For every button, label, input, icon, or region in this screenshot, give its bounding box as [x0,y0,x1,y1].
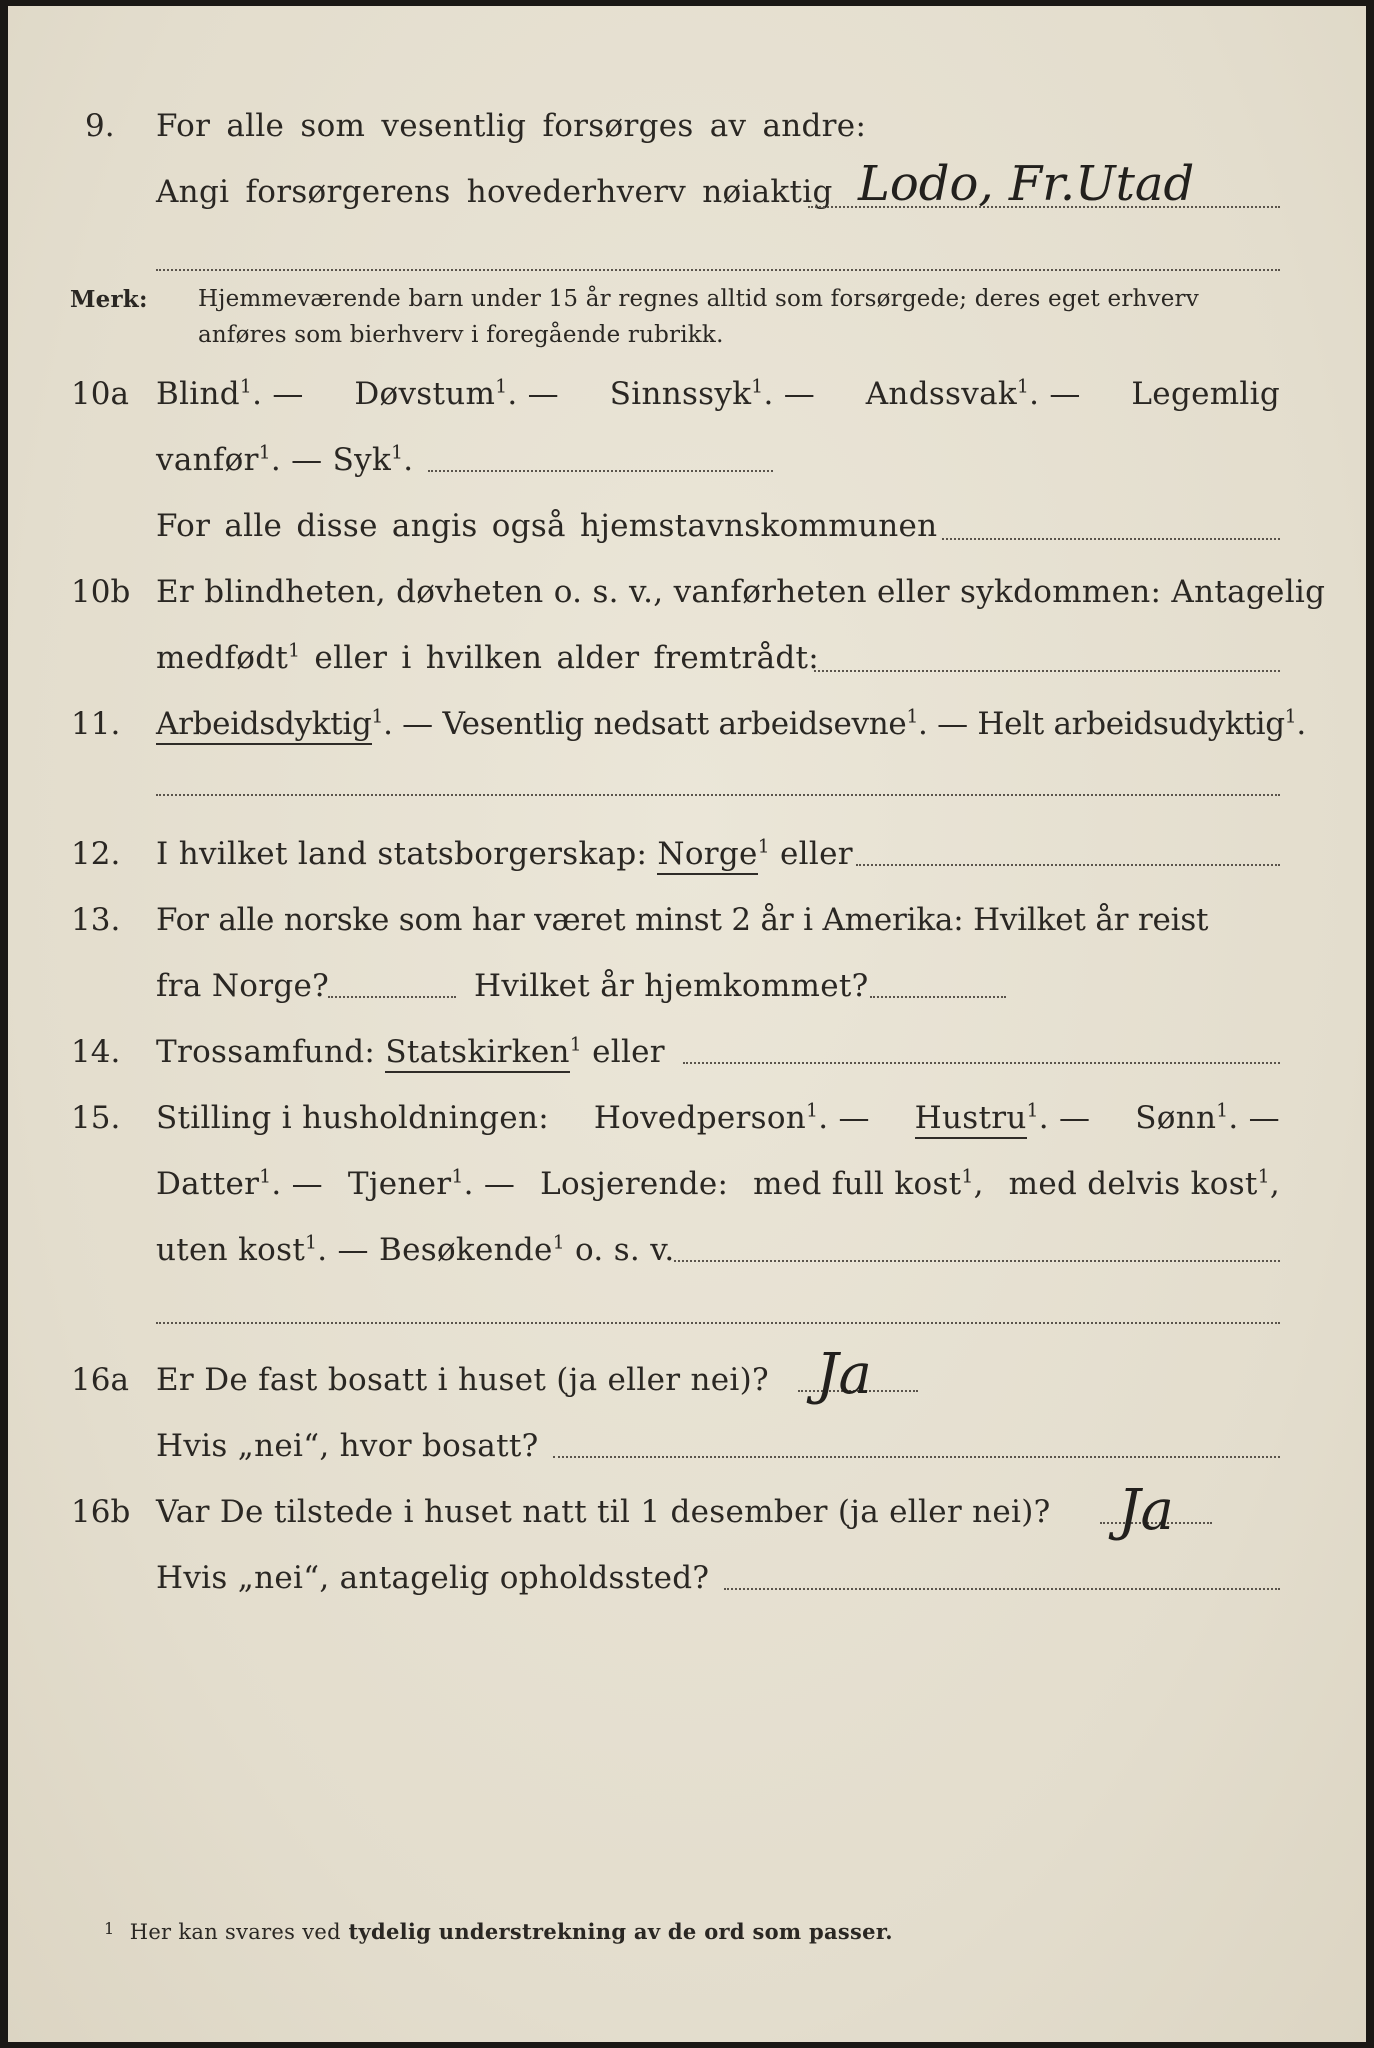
q16b-number: 16b [71,1494,131,1530]
q14-line: Trossamfund: Statskirken$^1$ eller [156,1034,665,1070]
q10a-kommune-line [942,538,1280,540]
q9-handwritten-answer: Lodo, Fr.Utad [858,156,1195,212]
q15-line3: uten kost$^1$. — Besøkende$^1$ o. s. v. [156,1232,675,1268]
q13-hjemkommet-line [870,996,1006,998]
q16b-line1: Var De tilstede i huset natt til 1 desember (ja eller nei)? [156,1494,1051,1530]
opt-sinnssyk: Sinnssyk$^1$. — [609,376,816,412]
q12-line: I hvilket land statsborgerskap: Norge$^1$ eller [156,836,853,872]
q16a-handwritten-answer: Ja [816,1342,872,1407]
q12-number: 12. [71,836,121,872]
q12-answer-line [856,864,1280,866]
q16a-number: 16a [71,1362,129,1398]
q11-extra-line [156,794,1280,796]
q13-reist-line [328,996,456,998]
q11-number: 11. [71,706,121,742]
q14-answer-line [683,1062,1280,1064]
merk-label: Merk: [70,286,148,313]
q10a-answer-line [428,470,773,472]
q10b-line2: medfødt$^1$ eller i hvilken alder fremtrådt: [156,640,820,676]
opt-legemlig: Legemlig [1131,376,1280,412]
q15-opt-hustru-underlined: Hustru [915,1100,1027,1139]
q10a-number: 10a [71,376,129,412]
q15-line1: Stilling i husholdningen: Hovedperson$^1$. — Hustru$^1$. — Sønn$^1$. — [156,1100,1280,1136]
q9-line1: For alle som vesentlig forsørges av andre: [156,108,867,144]
q9-number: 9. [85,108,115,144]
q10b-answer-line [814,670,1280,672]
q16a-line2: Hvis „nei“, hvor bosatt? [156,1428,539,1464]
q15-answer-line [674,1260,1280,1262]
q11-opt-arbeidsdyktig-underlined: Arbeidsdyktig [156,706,372,745]
q13-line1: For alle norske som har været minst 2 år i Amerika: Hvilket år reist [156,902,1209,938]
q10a-line3: For alle disse angis også hjemstavnskommunen [156,508,938,544]
q10b-number: 10b [71,574,131,610]
q10a-line2: vanfør$^1$. — Syk$^1$. [156,442,414,478]
q9-line2: Angi forsørgerens hovederhverv nøiaktig [156,174,833,210]
q16a-line1: Er De fast bosatt i huset (ja eller nei)? [156,1362,769,1398]
q11-line: Arbeidsdyktig$^1$. — Vesentlig nedsatt arbeidsevne$^1$. — Helt arbeidsudyktig$^1$. [156,706,1306,742]
q15-extra-line [156,1322,1280,1324]
census-form-page [8,6,1366,2042]
q10b-line1: Er blindheten, døvheten o. s. v., vanførheten eller sykdommen: Antagelig [156,574,1326,610]
q15-number: 15. [71,1100,121,1136]
merk-line1: Hjemmeværende barn under 15 år regnes alltid som forsørgede; deres eget erhverv [198,286,1199,312]
q14-opt-statskirken-underlined: Statskirken [385,1034,569,1073]
q9-extra-line [156,269,1280,271]
q16b-line2: Hvis „nei“, antagelig opholdssted? [156,1560,710,1596]
footnote: $^1$ Her kan svares ved tydelig understrekning av de ord som passer. [104,1919,893,1944]
q12-opt-norge-underlined: Norge [657,836,757,875]
q16b-handwritten-answer: Ja [1118,1478,1174,1543]
merk-line2: anføres som bierhverv i foregående rubrikk. [198,322,724,348]
q15-line2: Datter$^1$. — Tjener$^1$. — Losjerende: med full kost$^1$, med delvis kost$^1$, [156,1166,1280,1202]
q14-number: 14. [71,1034,121,1070]
q16b-opholdssted-line [724,1588,1280,1590]
opt-blind: Blind$^1$. — [156,376,304,412]
q13-number: 13. [71,902,121,938]
q16a-bosatt-line [553,1456,1280,1458]
opt-dovstum: Døvstum$^1$. — [354,376,559,412]
opt-andssvak: Andssvak$^1$. — [865,376,1081,412]
q13-line2a: fra Norge? [156,968,330,1004]
q13-line2b: Hvilket år hjemkommet? [474,968,869,1004]
q10a-line1 [156,376,1280,412]
